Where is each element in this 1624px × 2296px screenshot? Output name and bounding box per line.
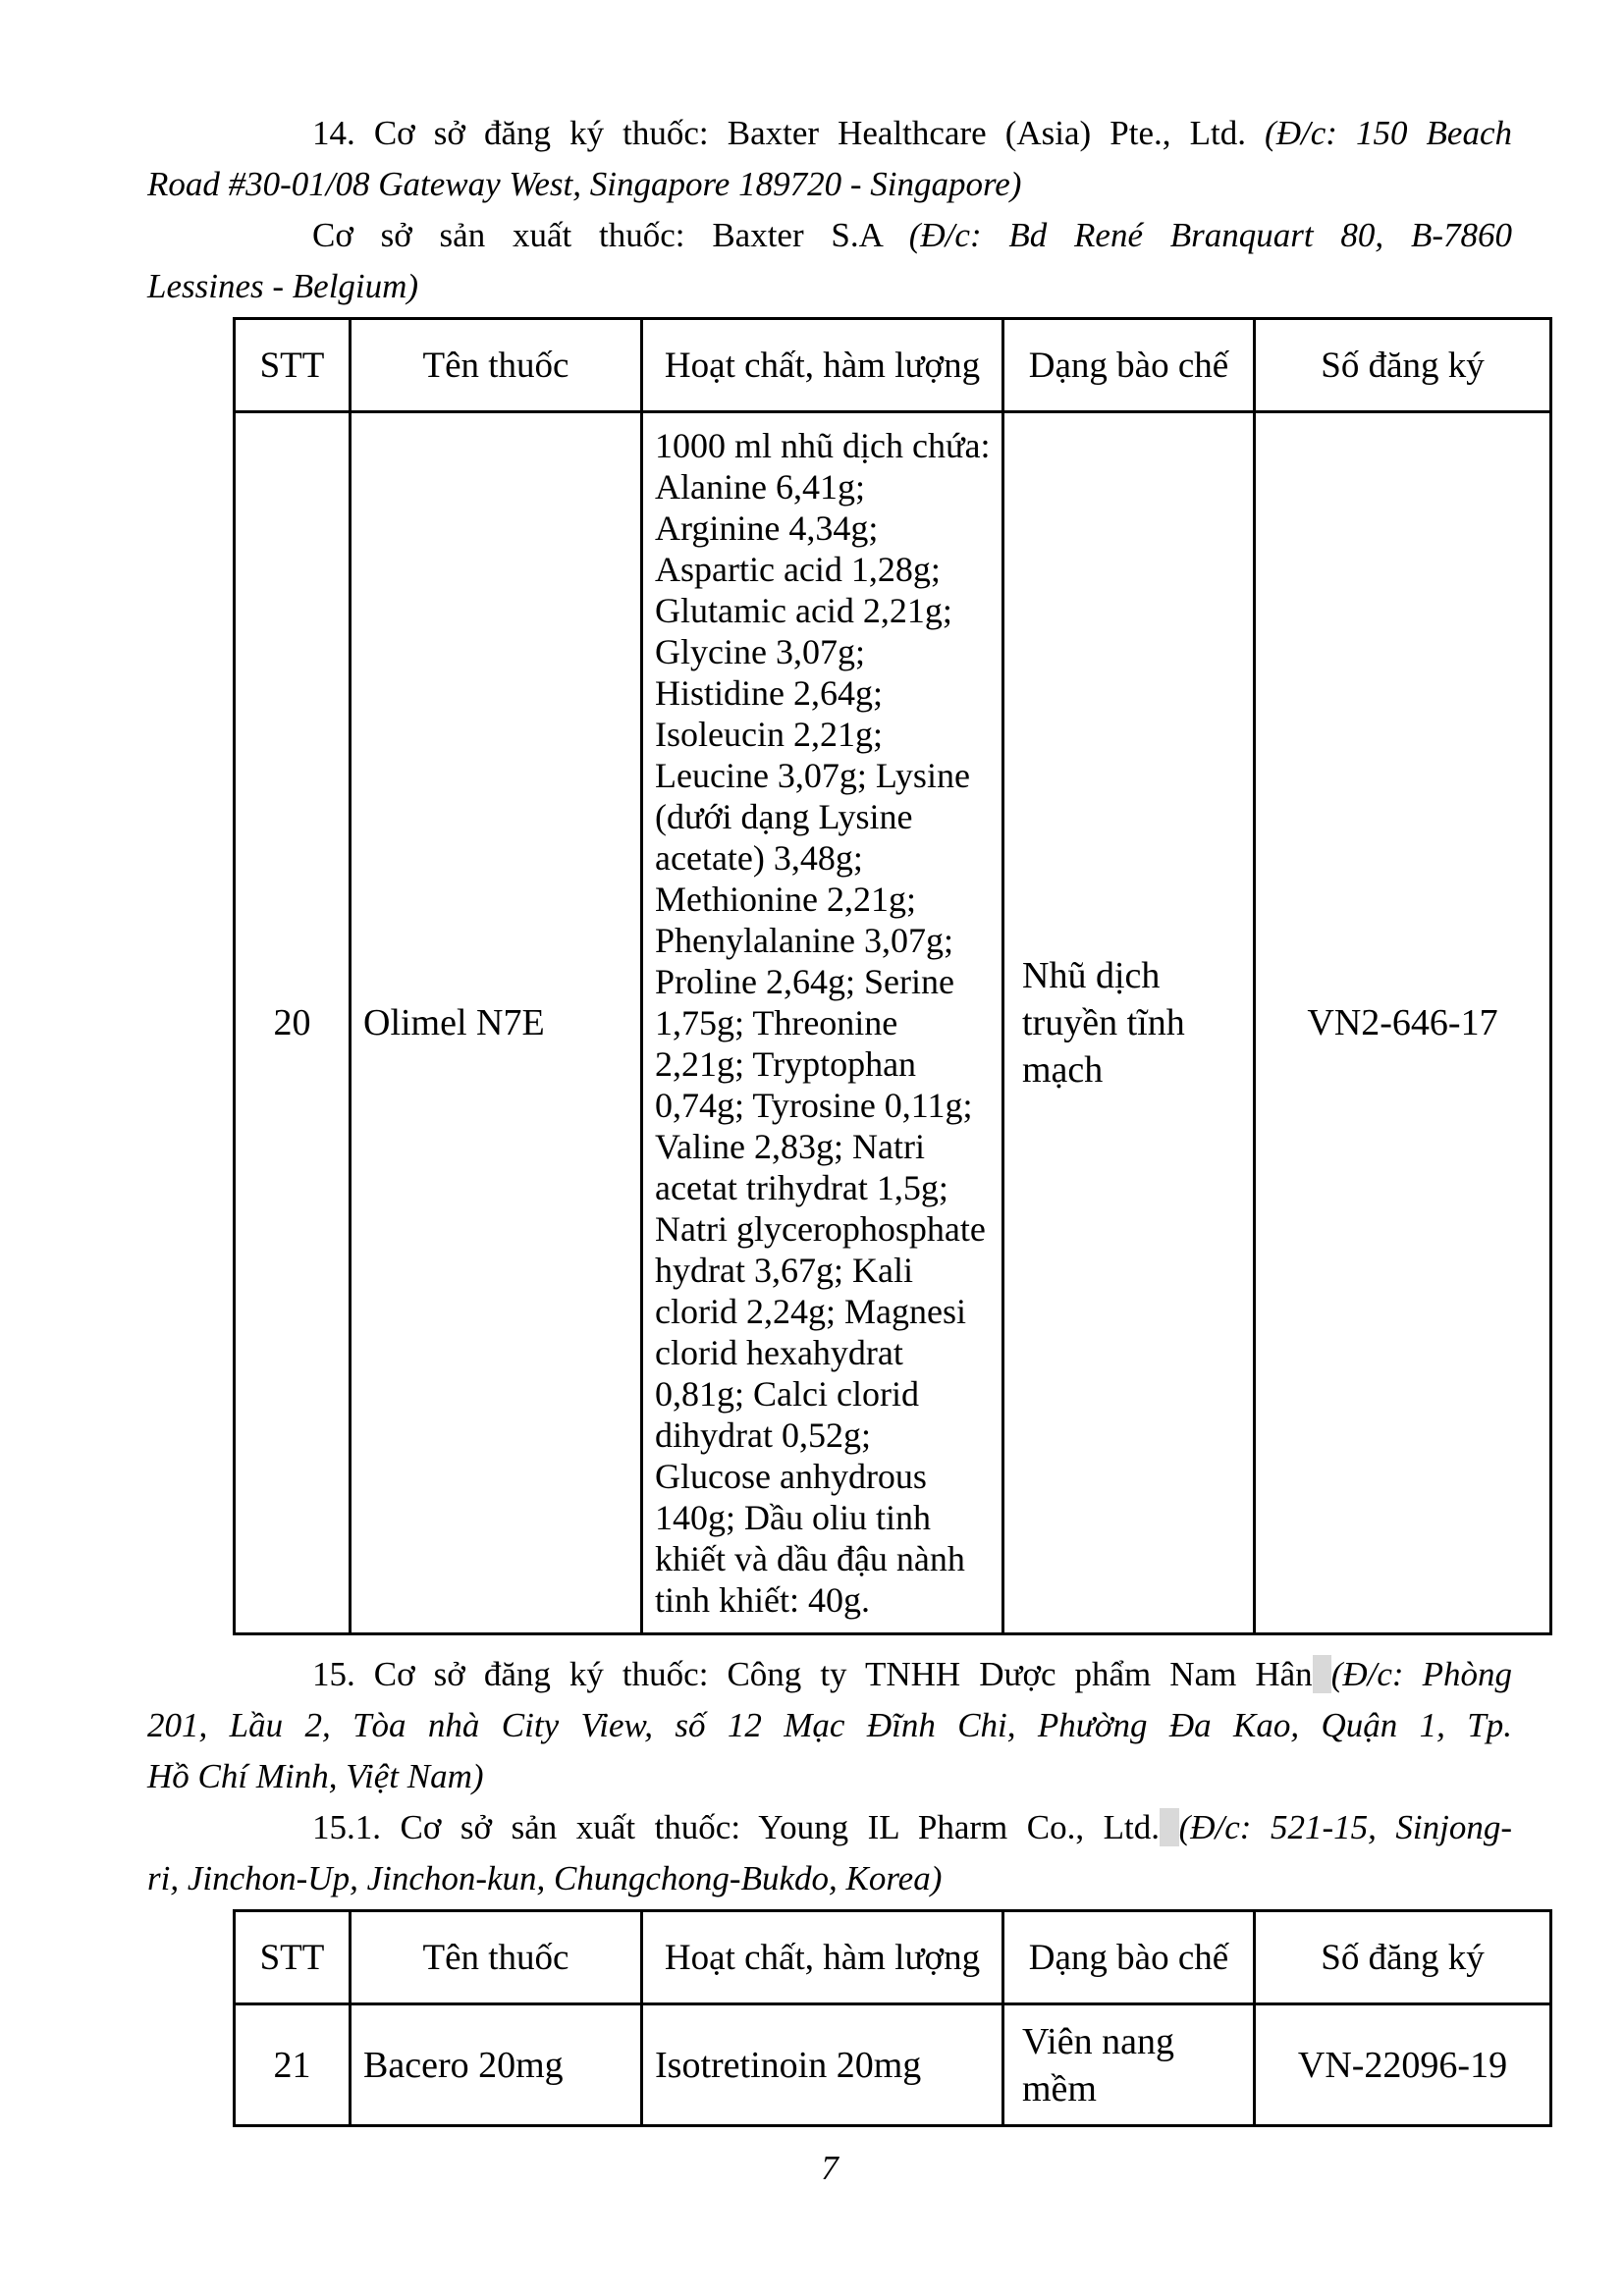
text-line <box>147 1700 1512 1751</box>
col-header-drug-name: Tên thuốc <box>351 319 642 412</box>
cell-ingredients: 1000 ml nhũ dịch chứa: Alanine 6,41g; Arginine 4,34g; Aspartic acid 1,28g; Glutamic acid 2,21g; Glycine 3,07g; Histidine 2,64g; Isoleucin 2,21g; Leucine 3,07g; Lysine (dưới dạng Lysine acetate) 3,48g; Methionine 2,21g; Phenylalanine 3,07g; Proline 2,64g; Serine 1,75g; Threonine 2,21g; Tryptophan 0,74g; Tyrosine 0,11g; Valine 2,83g; Natri acetat trihydrat 1,5g; Natri glycerophosphate hydrat 3,67g; Kali clorid 2,24g; Magnesi clorid hexahydrat 0,81g; Calci clorid dihydrat 0,52g; Glucose anhydrous 140g; Dầu oliu tinh khiết và dầu đậu nành tinh khiết: 40g. <box>642 412 1003 1634</box>
paragraph-14-manufacturer <box>147 210 1512 312</box>
col-header-dosage-form: Dạng bào chế <box>1003 1911 1255 2004</box>
text-line <box>147 108 1512 159</box>
text-line <box>147 159 1512 210</box>
cell-drug-name: Olimel N7E <box>351 412 642 1634</box>
cell-drug-name: Bacero 20mg <box>351 2004 642 2126</box>
col-header-stt: STT <box>235 319 351 412</box>
paragraph-15-registrant <box>147 1649 1512 1802</box>
cell-stt: 21 <box>235 2004 351 2126</box>
registrant-14-address: (Đ/c: 150 Beach <box>1265 114 1513 152</box>
text-line <box>147 1751 1512 1802</box>
drug-table-section-14 <box>233 317 1552 1635</box>
table-header-row <box>235 1911 1551 2004</box>
table-row-drug-21 <box>235 2004 1551 2126</box>
registrant-15-address-cont: 201, Lầu 2, Tòa nhà City View, số 12 Mạc Đĩnh Chi, Phường Đa Kao, Quận 1, Tp. <box>147 1706 1512 1744</box>
col-header-ingredients: Hoạt chất, hàm lượng <box>642 319 1003 412</box>
drug-table-section-15 <box>233 1909 1552 2127</box>
page-content <box>147 108 1512 2188</box>
registrant-15-text: 15. Cơ sở đăng ký thuốc: Công ty TNHH Dược phẩm Nam Hân <box>312 1655 1313 1693</box>
col-header-drug-name: Tên thuốc <box>351 1911 642 2004</box>
manufacturer-14-address-cont: Lessines - Belgium) <box>147 267 419 305</box>
cell-dosage-form: Viên nang mềm <box>1003 2004 1255 2126</box>
table-header-row <box>235 319 1551 412</box>
col-header-registration-no: Số đăng ký <box>1255 319 1551 412</box>
col-header-dosage-form: Dạng bào chế <box>1003 319 1255 412</box>
registrant-14-address-cont: Road #30-01/08 Gateway West, Singapore 189720 - Singapore) <box>147 165 1022 203</box>
text-line <box>147 1649 1512 1700</box>
cell-registration-no: VN2-646-17 <box>1255 412 1551 1634</box>
cell-registration-no: VN-22096-19 <box>1255 2004 1551 2126</box>
text-line <box>147 1802 1512 1853</box>
table-row-drug-20 <box>235 412 1551 1634</box>
page-number: 7 <box>821 2149 839 2187</box>
col-header-registration-no: Số đăng ký <box>1255 1911 1551 2004</box>
text-line <box>147 261 1512 312</box>
manufacturer-14-text: Cơ sở sản xuất thuốc: Baxter S.A <box>312 216 909 254</box>
text-line <box>147 1853 1512 1904</box>
col-header-ingredients: Hoạt chất, hàm lượng <box>642 1911 1003 2004</box>
registrant-14-text: 14. Cơ sở đăng ký thuốc: Baxter Healthcare (Asia) Pte., Ltd. <box>312 114 1266 152</box>
registrant-15-address-end: Hồ Chí Minh, Việt Nam) <box>147 1757 484 1795</box>
paragraph-14-registrant <box>147 108 1512 210</box>
highlight-mark <box>1313 1655 1331 1693</box>
cell-stt: 20 <box>235 412 351 1634</box>
paragraph-15-1-manufacturer <box>147 1802 1512 1904</box>
col-header-stt: STT <box>235 1911 351 2004</box>
manufacturer-15-address-cont: ri, Jinchon-Up, Jinchon-kun, Chungchong-Bukdo, Korea) <box>147 1859 943 1897</box>
manufacturer-15-address: (Đ/c: 521-15, Sinjong- <box>1178 1808 1513 1846</box>
cell-ingredients: Isotretinoin 20mg <box>642 2004 1003 2126</box>
highlight-mark <box>1160 1808 1179 1846</box>
registrant-15-address: (Đ/c: Phòng <box>1330 1655 1512 1693</box>
cell-dosage-form: Nhũ dịch truyền tĩnh mạch <box>1003 412 1255 1634</box>
manufacturer-15-text: 15.1. Cơ sở sản xuất thuốc: Young IL Pharm Co., Ltd. <box>312 1808 1161 1846</box>
text-line <box>147 210 1512 261</box>
manufacturer-14-address: (Đ/c: Bd René Branquart 80, B-7860 <box>908 216 1512 254</box>
